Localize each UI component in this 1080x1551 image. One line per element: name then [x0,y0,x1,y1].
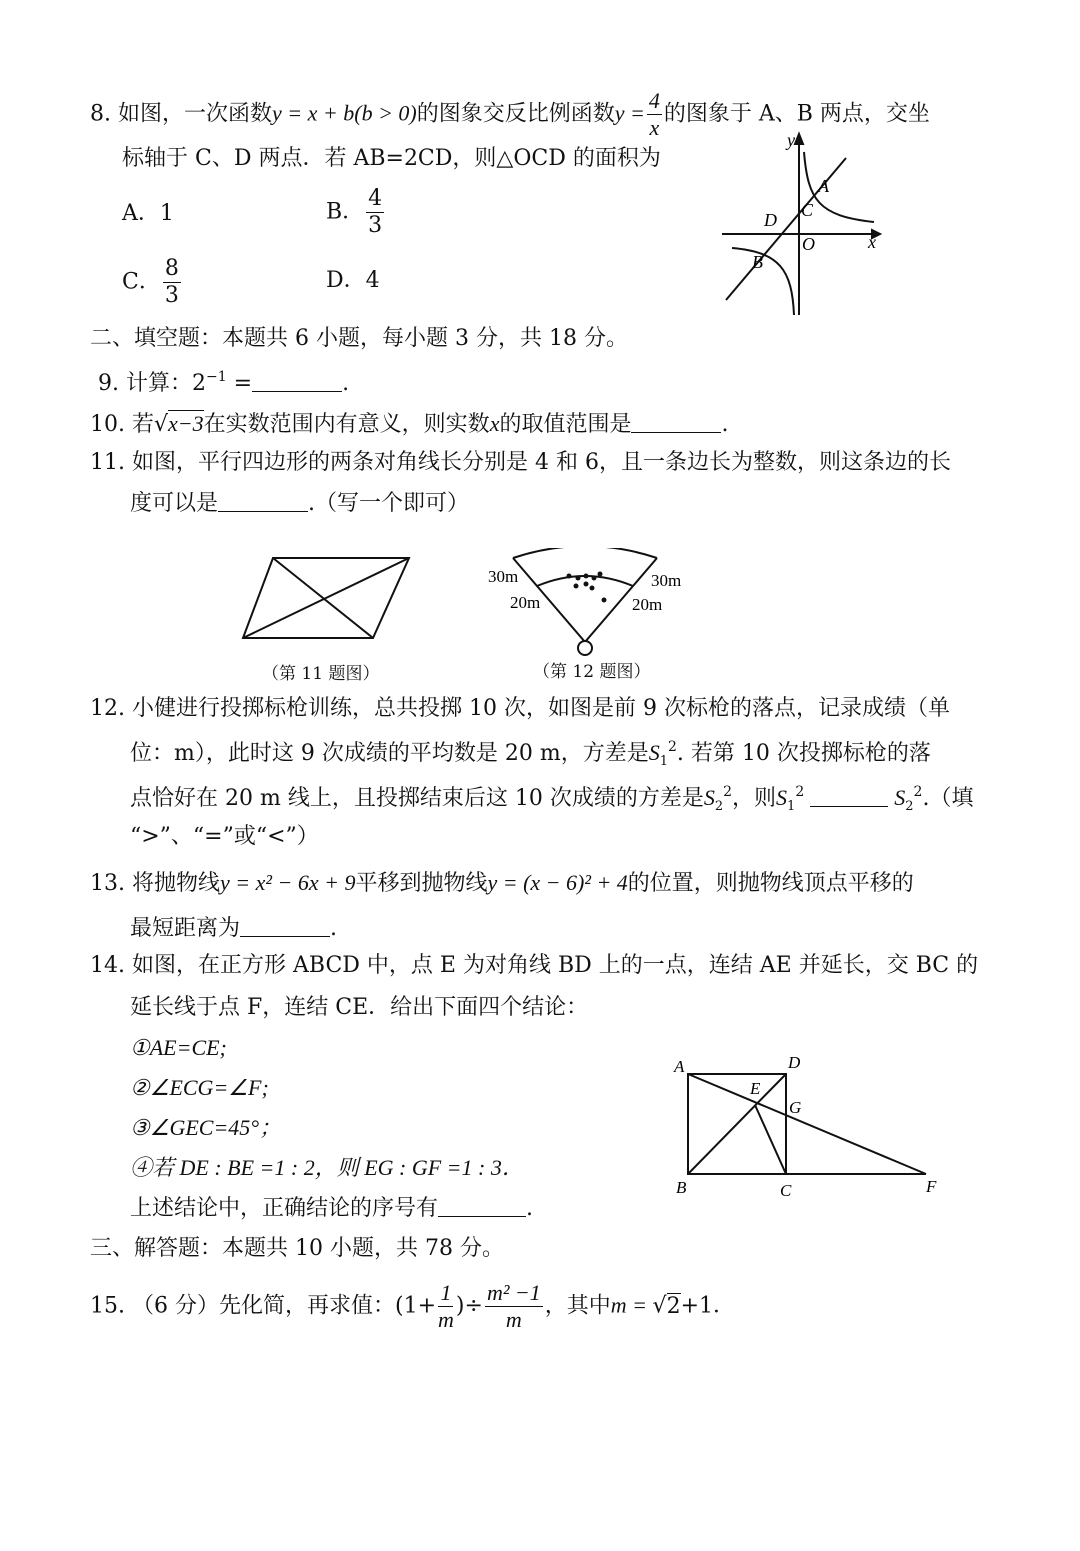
label-b: B [752,252,763,272]
svg-text:30m: 30m [488,567,519,586]
q11-line1: 11. 如图，平行四边形的两条对角线长分别是 4 和 6，且一条边长为整数，则这条边的长 [90,450,951,475]
svg-text:F: F [926,1177,937,1196]
q8-number: 8. [90,101,111,127]
svg-text:C: C [780,1181,792,1200]
q14-conclusion-2: ②∠ECG=∠F; [130,1075,269,1100]
q14-figure [668,1050,948,1200]
svg-text:D: D [788,1053,801,1072]
label-y: y [787,130,795,150]
q8-eq2-fraction: $\frac{4}{x}$ [648,88,660,140]
q8-eq2-lhs: y = [614,100,645,126]
q11-answer-blank [218,510,308,512]
hyperbola-upper [804,152,874,222]
q14-conclusion-4: ④若 DE : BE =1 : 2，则 EG : GF =1 : 3． [130,1155,524,1180]
q8-equation-linear: y = x + b(b > 0) [272,100,417,126]
q12-answer-blank [810,805,888,807]
label-c: C [801,200,814,220]
q12-line3: 点恰好在 20 m 线上，且投掷结束后这 10 次成绩的方差是$S_2^2$，则$S_1^2$ $S_2^2$.（填 [130,784,974,814]
q10: 10. 若√x−3在实数范围内有意义，则实数x的取值范围是 . [90,411,729,437]
q13-answer-blank [240,935,330,937]
svg-text:E: E [750,1079,761,1098]
label-a: A [818,176,829,196]
q8-option-b: B． $\frac{4}{3}$ [326,186,383,238]
q15: 15. （6 分）先化简，再求值：(1+ $\frac{1}{m}$ )÷ $\frac{\text{m² −1}}{m}$ ，其中m = √2+1． [90,1280,735,1332]
sqrt-sign: √ [154,412,169,437]
q8-text-a: 如图，一次函数 [118,101,273,127]
fig11-caption: （第 11 题图） [262,664,380,684]
q12-line4: “>”、“=”或“<”） [130,824,319,849]
q13-line1: 13. 将抛物线y = x² − 6x + 9平移到抛物线y = (x − 6)² + 4的位置，则抛物线顶点平移的 [90,870,914,896]
fig12-sector [480,548,700,660]
svg-text:30m: 30m [651,571,682,590]
fig12-caption: （第 12 题图） [533,662,651,682]
q8-option-d: D．4 [326,268,380,293]
q14-line2: 延长线于点 F，连结 CE．给出下面四个结论： [130,995,589,1020]
q8-text-c: 的图象于 A、B 两点，交坐 [663,101,930,127]
q14-line1: 14. 如图，在正方形 ABCD 中，点 E 为对角线 BD 上的一点，连结 AE 并延长，交 BC 的 [90,953,979,978]
q12-line2: 位：m），此时这 9 次成绩的平均数是 20 m，方差是$S_1^2$. 若第 10 次投掷标枪的落 [130,739,931,769]
section-3-heading: 三、解答题：本题共 10 小题，共 78 分。 [90,1236,504,1261]
q8-option-a: A．1 [122,201,174,226]
q11-line2: 度可以是 .（写一个即可） [130,491,470,516]
svg-text:20m: 20m [632,595,663,614]
label-d: D [764,210,777,230]
svg-text:A: A [674,1057,685,1076]
q8-text-b: 的图象交反比例函数 [416,101,615,127]
svg-text:G: G [789,1098,802,1117]
svg-text:20m: 20m [510,593,541,612]
q14-answer-blank [438,1215,526,1217]
y-axis-arrow [795,134,803,144]
label-x: x [868,232,876,252]
q10-answer-blank [631,431,721,433]
section-2-heading: 二、填空题：本题共 6 小题，每小题 3 分，共 18 分。 [90,326,628,351]
q9-answer-blank [252,390,342,392]
q12-line1: 12. 小健进行投掷标枪训练，总共投掷 10 次，如图是前 9 次标枪的落点，记录成绩（单 [90,696,950,721]
q9: 9. 计算：$2^{-1}$ = . [98,369,350,396]
label-o: O [802,234,815,254]
svg-text:B: B [676,1178,687,1197]
fig11-parallelogram [235,552,420,647]
q8-line2: 标轴于 C、D 两点．若 AB=2CD，则△OCD 的面积为 [122,146,661,171]
q8-option-c: C． $\frac{8}{3}$ [122,256,179,308]
q14-final-line: 上述结论中，正确结论的序号有 . [130,1196,534,1221]
q8-figure [712,130,892,320]
q14-conclusion-1: ①AE=CE; [130,1035,227,1060]
q14-conclusion-3: ③∠GEC=45°； [130,1115,282,1140]
q13-line2: 最短距离为 . [130,916,338,941]
